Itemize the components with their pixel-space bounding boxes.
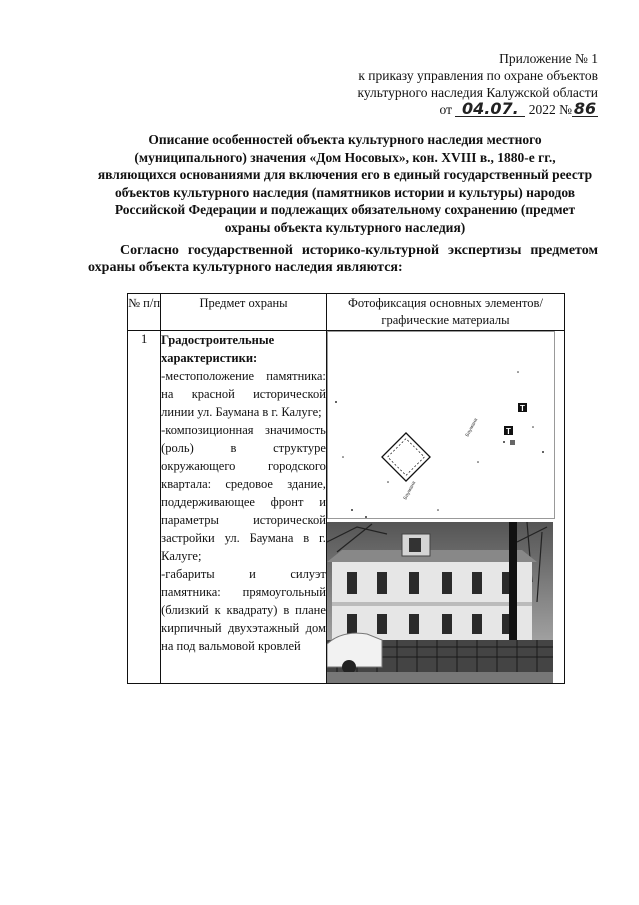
svg-text:Т: Т — [505, 427, 511, 436]
header-photo: Фотофиксация основных элементов/графические материалы — [326, 294, 564, 331]
row-pictures — [326, 331, 564, 684]
table-row — [128, 331, 565, 684]
appendix-line-2: к приказу управления по охране объектов — [358, 68, 598, 83]
map-marker-2 — [504, 426, 513, 436]
building-photo-drawing — [327, 522, 553, 683]
intro-paragraph: Согласно государственной историко-культурной экспертизы предметом охраны объекта культурного наследия являются: — [88, 243, 598, 275]
handwritten-number: 86 — [573, 99, 597, 118]
site-plan-drawing — [328, 332, 554, 518]
table-header-row — [128, 294, 565, 331]
header-subject: Предмет охраны — [161, 294, 327, 331]
handwritten-date: 04.07. — [455, 102, 525, 117]
appendix-date-line — [298, 101, 598, 118]
appendix-line-1: Приложение № 1 — [499, 51, 598, 66]
row-paragraph: -габариты и силуэт памятника: прямоугольный (близкий к квадрату) в плане кирпичный двухэтажный дом на под вальмовой кровлей — [161, 567, 326, 653]
row-paragraph: -композиционная значимость (роль) в структуре окружающего городского квартала: средовое здание, поддерживающее фронт и параметры исторической застройки ул. Баумана в г. Калуге; — [161, 423, 326, 563]
appendix-line-3: культурного наследия Калужской области — [357, 85, 598, 100]
protection-subject-table — [127, 293, 565, 684]
building-footprint — [382, 433, 430, 481]
appendix-block — [298, 50, 598, 118]
row-number: 1 — [128, 331, 161, 684]
row-heading: Градостроительные характеристики: — [161, 333, 275, 365]
header-number: № п/п — [128, 294, 161, 331]
date-prefix: от — [439, 102, 452, 117]
row-paragraph: -местоположение памятника: на красной исторической линии ул. Баумана в г. Калуге; — [161, 369, 326, 419]
site-plan-map — [327, 331, 555, 519]
order-year: 2022 № — [528, 102, 572, 117]
building-photo — [327, 522, 553, 683]
map-marker-1 — [518, 403, 527, 413]
document-title: Описание особенностей объекта культурного наследия местного (муниципального) значения «Дом Носовых», кон. XVIII в., 1880-е гг., являющихся основаниями для включения его в единый государственный реестр объектов культурного наследия (памятников истории и культуры) народов Российской Федерации и подлежащих обязательному сохранению (предмет охраны объекта культурного наследия) — [97, 132, 593, 235]
street-label-1: Баумана — [464, 417, 480, 438]
street-label-2: Баумана — [402, 480, 418, 501]
svg-text:Т: Т — [519, 404, 525, 413]
row-subject — [161, 331, 327, 684]
